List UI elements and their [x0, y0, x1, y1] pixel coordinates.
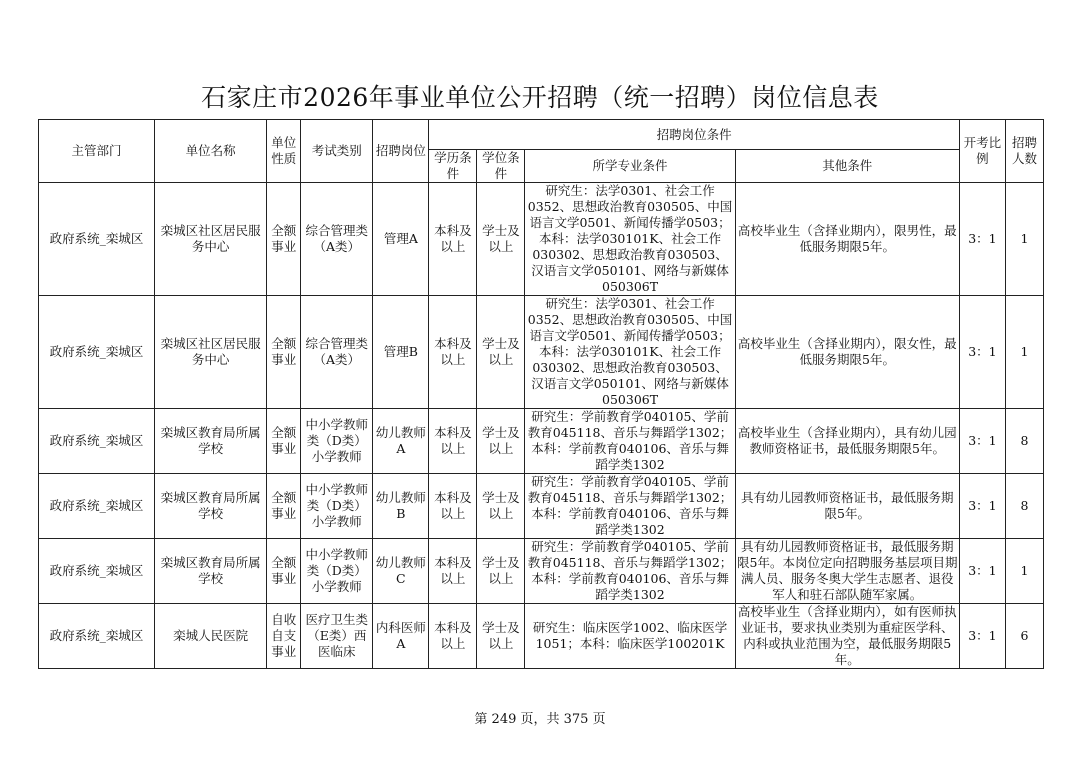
cell-nature: 全额事业	[267, 474, 301, 539]
cell-unit: 栾城区教育局所属学校	[155, 474, 267, 539]
header-post: 招聘岗位	[373, 120, 429, 183]
table-row	[39, 474, 1044, 539]
cell-unit: 栾城区社区居民服务中心	[155, 183, 267, 296]
cell-dept: 政府系统_栾城区	[39, 409, 155, 474]
cell-nature: 全额事业	[267, 409, 301, 474]
cell-major: 研究生：学前教育学040105、学前教育045118、音乐与舞蹈学1302；本科：学前教育040106、音乐与舞蹈学类1302	[525, 539, 735, 604]
cell-other: 高校毕业生（含择业期内），如有医师执业证书，要求执业类别为重症医学科、内科或执业范围为空，最低服务期限5年。	[735, 604, 959, 669]
cell-count: 8	[1005, 474, 1043, 539]
cell-other: 高校毕业生（含择业期内），具有幼儿园教师资格证书，最低服务期限5年。	[735, 409, 959, 474]
cell-nature: 全额事业	[267, 296, 301, 409]
cell-nature: 全额事业	[267, 183, 301, 296]
cell-major: 研究生：学前教育学040105、学前教育045118、音乐与舞蹈学1302；本科：学前教育040106、音乐与舞蹈学类1302	[525, 409, 735, 474]
cell-post: 管理A	[373, 183, 429, 296]
header-dept: 主管部门	[39, 120, 155, 183]
cell-count: 6	[1005, 604, 1043, 669]
cell-other: 高校毕业生（含择业期内），限女性，最低服务期限5年。	[735, 296, 959, 409]
cell-unit: 栾城区教育局所属学校	[155, 409, 267, 474]
cell-dept: 政府系统_栾城区	[39, 604, 155, 669]
cell-count: 1	[1005, 296, 1043, 409]
cell-ratio: 3：1	[959, 409, 1005, 474]
cell-degree: 学士及以上	[477, 604, 525, 669]
cell-post: 幼儿教师A	[373, 409, 429, 474]
cell-unit: 栾城区社区居民服务中心	[155, 296, 267, 409]
cell-major: 研究生：法学0301、社会工作0352、思想政治教育030505、中国语言文学0501、新闻传播学0503；本科：法学030101K、社会工作030302、思想政治教育030503、汉语言文学050101、网络与新媒体050306T	[525, 296, 735, 409]
cell-ratio: 3：1	[959, 604, 1005, 669]
cell-edu: 本科及以上	[429, 183, 477, 296]
cell-exam: 综合管理类（A类）	[301, 296, 373, 409]
cell-dept: 政府系统_栾城区	[39, 183, 155, 296]
cell-major: 研究生：学前教育学040105、学前教育045118、音乐与舞蹈学1302；本科：学前教育040106、音乐与舞蹈学类1302	[525, 474, 735, 539]
cell-dept: 政府系统_栾城区	[39, 474, 155, 539]
cell-major: 研究生：法学0301、社会工作0352、思想政治教育030505、中国语言文学0501、新闻传播学0503；本科：法学030101K、社会工作030302、思想政治教育030503、汉语言文学050101、网络与新媒体050306T	[525, 183, 735, 296]
cell-ratio: 3：1	[959, 539, 1005, 604]
cell-edu: 本科及以上	[429, 296, 477, 409]
job-info-table	[38, 119, 1044, 669]
header-degree: 学位条件	[477, 150, 525, 183]
cell-degree: 学士及以上	[477, 296, 525, 409]
header-nature: 单位性质	[267, 120, 301, 183]
cell-post: 内科医师A	[373, 604, 429, 669]
cell-exam: 中小学教师类（D类）小学教师	[301, 474, 373, 539]
cell-edu: 本科及以上	[429, 409, 477, 474]
cell-other: 具有幼儿园教师资格证书，最低服务期限5年。	[735, 474, 959, 539]
cell-exam: 综合管理类（A类）	[301, 183, 373, 296]
header-conditions: 招聘岗位条件	[429, 120, 960, 150]
cell-nature: 全额事业	[267, 539, 301, 604]
cell-other: 具有幼儿园教师资格证书，最低服务期限5年。本岗位定向招聘服务基层项目期满人员、服务冬奥大学生志愿者、退役军人和驻石部队随军家属。	[737, 539, 958, 602]
cell-degree: 学士及以上	[477, 409, 525, 474]
header-edu: 学历条件	[429, 150, 477, 183]
cell-unit: 栾城人民医院	[155, 604, 267, 669]
cell-edu: 本科及以上	[429, 539, 477, 604]
cell-ratio: 3：1	[959, 296, 1005, 409]
table-row	[39, 296, 1044, 409]
cell-nature: 自收自支事业	[267, 604, 301, 669]
cell-degree: 学士及以上	[477, 183, 525, 296]
cell-count: 1	[1005, 539, 1043, 604]
cell-dept: 政府系统_栾城区	[39, 539, 155, 604]
cell-unit: 栾城区教育局所属学校	[155, 539, 267, 604]
cell-ratio: 3：1	[959, 183, 1005, 296]
cell-exam: 医疗卫生类（E类）西医临床	[301, 604, 373, 669]
cell-major: 研究生：临床医学1002、临床医学1051；本科：临床医学100201K	[525, 604, 735, 669]
cell-exam: 中小学教师类（D类）小学教师	[301, 539, 373, 604]
table-row	[39, 409, 1044, 474]
header-unit: 单位名称	[155, 120, 267, 183]
cell-edu: 本科及以上	[429, 474, 477, 539]
page-title: 石家庄市2026年事业单位公开招聘（统一招聘）岗位信息表	[201, 83, 879, 112]
cell-ratio: 3：1	[959, 474, 1005, 539]
cell-post: 管理B	[373, 296, 429, 409]
cell-degree: 学士及以上	[477, 539, 525, 604]
table-row	[39, 539, 1044, 604]
cell-post: 幼儿教师C	[373, 539, 429, 604]
table-row	[39, 183, 1044, 296]
cell-count: 8	[1005, 409, 1043, 474]
cell-degree: 学士及以上	[477, 474, 525, 539]
cell-count: 1	[1005, 183, 1043, 296]
header-major: 所学专业条件	[525, 150, 735, 183]
header-ratio: 开考比例	[959, 120, 1005, 183]
cell-post: 幼儿教师B	[373, 474, 429, 539]
page-number: 第 249 页，共 375 页	[474, 712, 606, 727]
header-exam: 考试类别	[301, 120, 373, 183]
header-count: 招聘人数	[1005, 120, 1043, 183]
cell-edu: 本科及以上	[429, 604, 477, 669]
header-other: 其他条件	[735, 150, 959, 183]
cell-exam: 中小学教师类（D类）小学教师	[301, 409, 373, 474]
table-row	[39, 604, 1044, 669]
cell-dept: 政府系统_栾城区	[39, 296, 155, 409]
cell-other: 高校毕业生（含择业期内），限男性，最低服务期限5年。	[735, 183, 959, 296]
